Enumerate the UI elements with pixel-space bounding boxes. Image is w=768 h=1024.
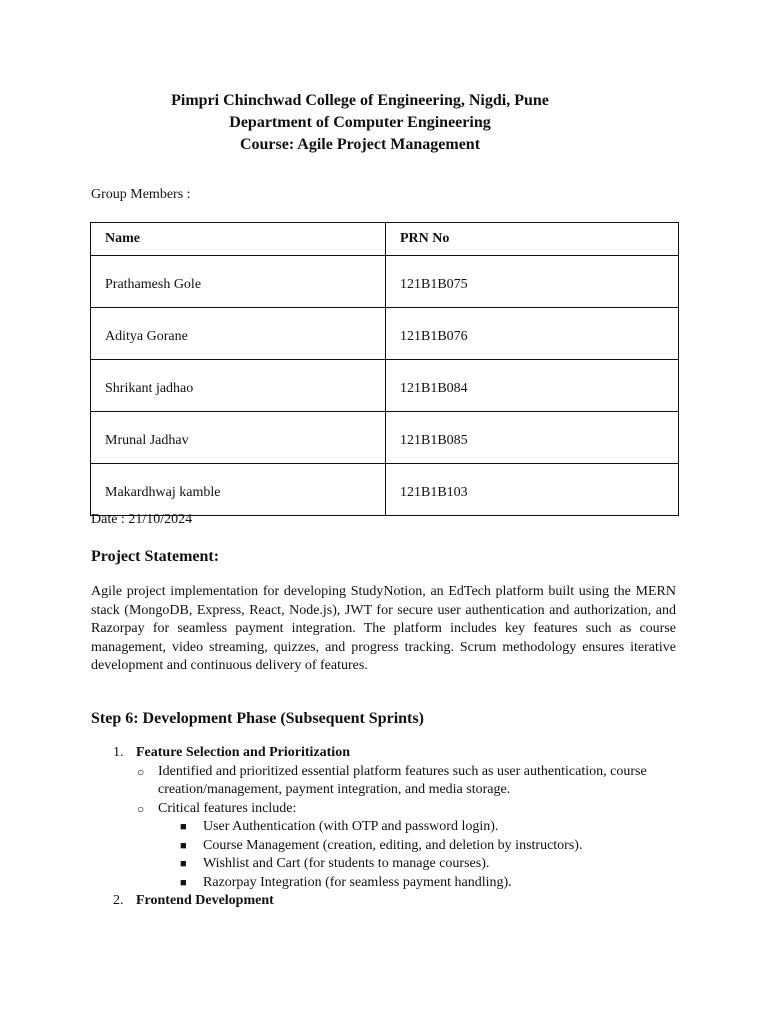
- member-name: Mrunal Jadhav: [91, 412, 386, 464]
- list-item-text: Critical features include:: [158, 800, 297, 816]
- member-prn: 121B1B084: [386, 360, 679, 412]
- group-members-label: Group Members :: [91, 187, 191, 202]
- member-name: Makardhwaj kamble: [91, 464, 386, 516]
- list-item: [113, 855, 673, 874]
- step6-title: Step 6: Development Phase (Subsequent Sprints): [91, 710, 424, 727]
- list-item-label: Feature Selection and Prioritization: [136, 745, 350, 760]
- list-item: [113, 763, 673, 800]
- list-item: [113, 818, 673, 837]
- column-header-name: Name: [91, 223, 386, 256]
- step6-list: [113, 744, 673, 911]
- course-name: Course: Agile Project Management: [239, 136, 481, 153]
- table-row: [91, 308, 679, 360]
- list-number: 1.: [113, 745, 124, 760]
- table-header-row: [91, 223, 679, 256]
- column-header-prn: PRN No: [386, 223, 679, 256]
- square-bullet-icon: ■: [180, 876, 187, 889]
- list-item: [113, 800, 673, 819]
- list-item-text: Course Management (creation, editing, and deletion by instructors).: [203, 837, 583, 853]
- hollow-circle-bullet-icon: ○: [137, 801, 145, 816]
- member-name: Aditya Gorane: [91, 308, 386, 360]
- table-row: [91, 256, 679, 308]
- hollow-circle-bullet-icon: ○: [137, 764, 145, 779]
- list-item: [113, 837, 673, 856]
- list-item: [113, 744, 673, 763]
- square-bullet-icon: ■: [180, 858, 187, 870]
- list-item-text: Identified and prioritized essential platform features such as user authentication, course creation/management, payment integration, and media storage.: [158, 763, 647, 797]
- department-name: Department of Computer Engineering: [229, 114, 491, 131]
- list-number: 2.: [113, 893, 124, 908]
- college-name: Pimpri Chinchwad College of Engineering, Nigdi, Pune: [171, 92, 549, 109]
- table-row: [91, 464, 679, 516]
- project-statement-title: Project Statement:: [91, 548, 220, 565]
- list-item-text: Razorpay Integration (for seamless payment handling).: [203, 874, 512, 890]
- list-item: [113, 892, 673, 911]
- list-item: [113, 874, 673, 893]
- member-prn: 121B1B075: [386, 256, 679, 308]
- document-date: Date : 21/10/2024: [91, 512, 193, 527]
- document-header: [0, 90, 720, 156]
- member-prn: 121B1B085: [386, 412, 679, 464]
- member-name: Shrikant jadhao: [91, 360, 386, 412]
- member-prn: 121B1B103: [386, 464, 679, 516]
- member-name: Prathamesh Gole: [91, 256, 386, 308]
- table-row: [91, 412, 679, 464]
- square-bullet-icon: ■: [180, 839, 187, 852]
- member-prn: 121B1B076: [386, 308, 679, 360]
- project-statement-body: Agile project implementation for developing StudyNotion, an EdTech platform built using the MERN stack (MongoDB, Express, React, Node.js), JWT for secure user authentication and authorization, and Razorpay for seamless payment integration. The platform includes key features such as course management, video streaming, quizzes, and progress tracking. Scrum methodology ensures iterative development and continuous delivery of features.: [91, 584, 676, 673]
- list-item-text: User Authentication (with OTP and password login).: [203, 819, 499, 834]
- list-item-text: Wishlist and Cart (for students to manage courses).: [203, 856, 490, 871]
- square-bullet-icon: ■: [180, 821, 187, 833]
- members-table: [90, 222, 679, 516]
- table-row: [91, 360, 679, 412]
- list-item-label: Frontend Development: [136, 893, 274, 908]
